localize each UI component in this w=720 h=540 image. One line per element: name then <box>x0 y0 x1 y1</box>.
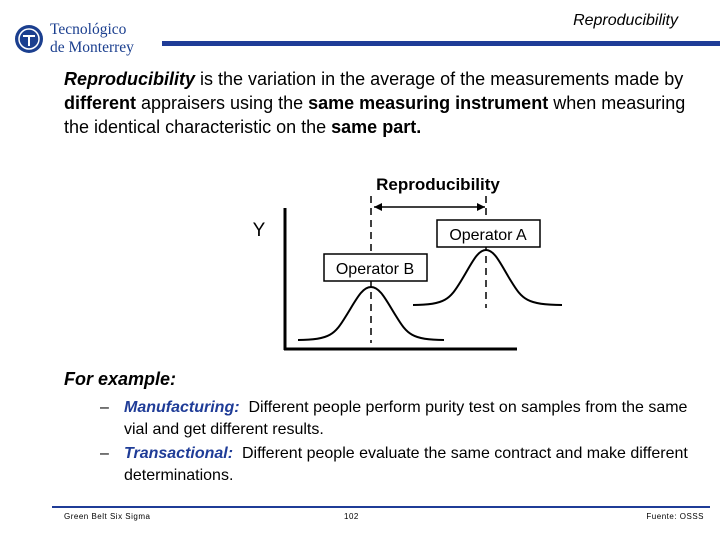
logo-line-1: Tecnológico <box>50 21 127 38</box>
example-text: Different people perform purity test on samples from the same vial and get different results. <box>124 399 688 438</box>
definition-text-2: appraisers using the <box>136 93 309 113</box>
footer-course: Green Belt Six Sigma <box>64 512 151 521</box>
definition-text-1: is the variation in the average of the measurements made by <box>195 69 684 89</box>
definition-keyword-1: different <box>64 93 136 113</box>
footer-source: Fuente: OSSS <box>646 512 704 521</box>
example-label: Transactional: <box>124 445 234 462</box>
diagram-title: Reproducibility <box>376 175 500 194</box>
operator-a-distribution <box>413 250 562 305</box>
example-item <box>100 443 700 487</box>
definition-term: Reproducibility <box>64 69 196 89</box>
examples-heading: For example: <box>64 369 177 389</box>
operator-b-label: Operator B <box>335 261 415 278</box>
bullet-dash: – <box>100 445 109 462</box>
y-axis-label: Y <box>252 220 266 241</box>
definition-text-3: when measuring the identical characteristic on the <box>64 93 686 137</box>
bullet-dash: – <box>100 399 109 416</box>
example-item <box>100 397 700 441</box>
arrow-right-icon <box>477 203 485 211</box>
example-label: Manufacturing: <box>124 399 240 416</box>
logo-line-2: de Monterrey <box>50 39 134 56</box>
slide-title: Reproducibility <box>573 12 678 29</box>
arrow-left-icon <box>374 203 382 211</box>
definition-keyword-2: same measuring instrument <box>308 93 549 113</box>
footer-rule <box>52 506 710 508</box>
definition-keyword-3: same part. <box>331 117 422 137</box>
page-number: 102 <box>344 512 359 521</box>
operator-a-label: Operator A <box>449 227 527 244</box>
example-text: Different people evaluate the same contract and make different determinations. <box>124 445 688 484</box>
